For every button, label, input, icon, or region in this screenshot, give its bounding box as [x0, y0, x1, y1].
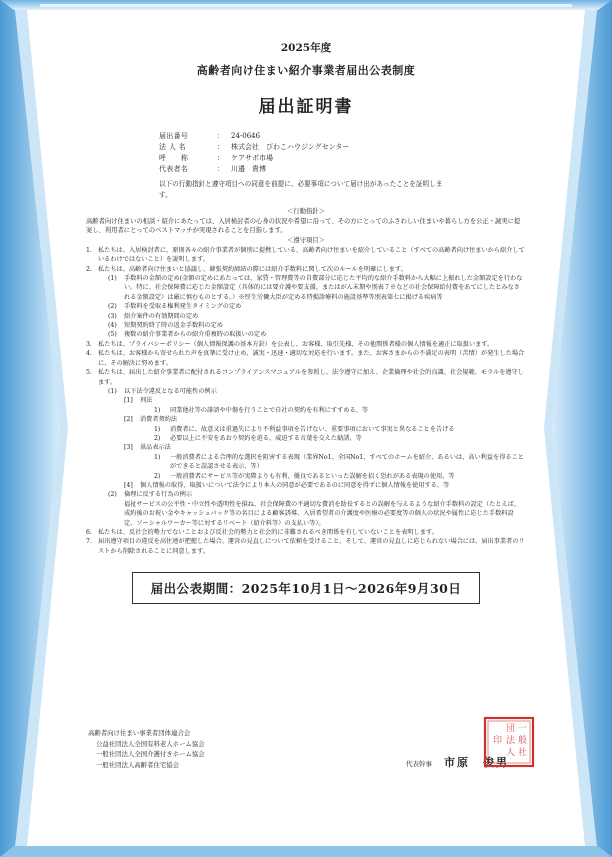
info-value: 株式会社 びわこハウジングセンター: [231, 143, 350, 151]
law-item: [124, 443, 526, 481]
rule-text: 私たちは、反社会的勢力でないことおよび反社会的勢力と社会的に非難されるべき関係を有していないことを表明します。: [98, 529, 438, 536]
sub-text: 手数料を受取る権利発生タイミングの定め: [124, 303, 242, 311]
org-name: 一般社団法人高齢者住宅協会: [96, 760, 180, 769]
sub-detail: 福祉サービスの公平性・中立性や透明性を損ね、社会保障費の不適切な費消を助長するとの誤解を与えるような紹介手数料の設定（たとえば、成約後のお祝い金やキャッシュバック等の名目による顧客誘導、入居希望者の介護度や医療の必要度等の個人の状況や属性に応じた手数料設定、ソーシャルワーカー等に対するリベート（紹介料等）の支払い等）。: [124, 500, 520, 527]
example-number: 2): [154, 472, 161, 480]
example-number: 1): [154, 406, 161, 414]
info-row-company: [159, 142, 526, 153]
publication-period: 届出公表期間：2025年10月1日～2026年9月30日: [132, 572, 480, 604]
organization-list: [88, 728, 205, 770]
example-item: [154, 425, 526, 434]
sub-item: [108, 274, 526, 302]
rule-number: 1.: [86, 246, 92, 254]
example-number: 1): [154, 453, 161, 461]
svg-text:社: 社: [518, 748, 528, 758]
rule-number: 6.: [86, 529, 92, 536]
org-name: 公益社団法人全国有料老人ホーム協会: [96, 739, 205, 748]
rule-item: [86, 368, 526, 528]
law-number: [2]: [124, 416, 133, 424]
svg-text:一: 一: [518, 724, 528, 734]
law-number: [3]: [124, 444, 133, 452]
rule-item: [86, 265, 526, 340]
law-item: [124, 415, 526, 443]
example-text: 一般消費者による合理的な選択を阻害する表現（業界No1、全国No1、すべてのホームを紹介、あるいは、高い利益を得ることができると誤認させる表示、等）: [170, 453, 524, 471]
sub-number: (4): [108, 322, 117, 330]
info-row-alias: [159, 153, 526, 164]
sub-item: [108, 312, 526, 321]
rule-text: 私たちは、高齢者向け住まいと協議し、韓張契約締結の際には紹介手数料に関して次のルールを明確にします。: [98, 265, 407, 273]
rule-number: 5.: [86, 369, 92, 377]
rule-text: 私たちは、届出した紹介事業者に配付されるコンプライアンスマニュアルを参照し、法令遵守に加え、企業倫理や社会的良識、社会規範、モラルを遵守します。: [98, 369, 524, 386]
example-text: 消費者に、故意又は重過失により不利益事項を告げない、重要事項において事実と異なることを告げる: [170, 425, 455, 433]
rule-item: [86, 246, 526, 265]
rule-number: 3.: [86, 340, 92, 348]
rule-number: 4.: [86, 350, 92, 358]
svg-text:法: 法: [506, 736, 516, 746]
example-text: 一般消費者にサービス等が実際よりも有利、優良であるといった誤解を招く恐れがある表現の使用、等: [170, 472, 455, 480]
sub-item: [108, 302, 526, 311]
registration-info: [159, 131, 526, 175]
sub-number: (1): [108, 387, 117, 395]
example-text: 必要以上に不安をあおり契約を迫る、威迫する言葉を交えた勧誘、等: [170, 434, 362, 442]
info-colon: ：: [217, 165, 224, 173]
sub-number: (2): [108, 303, 117, 311]
sub-item: [108, 490, 526, 528]
rule-item: [86, 537, 526, 556]
law-number: [4]: [124, 481, 133, 489]
sub-text: 手数料の金額の定め(金額の定めにあたっては、家賃・管理費等の自費部分に応じた平均的な紹介手数料から大幅に上振れした金額設定を行わない。特に、社会保障費に応じた金額設定（具体的には要介護や要支援、またはがん末期や別表７※などの社会保障給付費をあてにしたとみなされる金額設定）は厳に慎むものとする。）※厚生労働大臣が定める特掲診療料の施設基準等別表第七に掲げる疾病等: [124, 275, 523, 301]
sub-text: 以下法令違反となる可能性の例示: [124, 387, 217, 395]
org-name: 一般社団法人全国介護付きホーム協会: [96, 750, 205, 758]
sub-item: [108, 387, 526, 490]
info-label: 法 人 名: [159, 143, 186, 151]
fiscal-year: 2025年度: [280, 42, 332, 54]
info-value: ケアサポ市場: [231, 154, 273, 162]
rule-item: [86, 349, 526, 368]
info-row-number: [159, 131, 526, 142]
law-number: [1]: [124, 397, 133, 405]
svg-text:人: 人: [506, 748, 516, 758]
info-value: 24-0646: [231, 132, 261, 140]
rule-text: 私たちは、プライバシーポリシー（個人情報保護の基本方針）を公表し、お客様、取引先様、その他関係者様の個人情報を適正に取扱います。: [98, 340, 494, 348]
sub-number: (3): [108, 312, 117, 320]
svg-text:団: 団: [506, 724, 516, 734]
rule-text: 私たちは、お客様から寄せられた声を真摯に受け止め、誠実・迅速・適切な対応を行います。また、お客さまからの不満足の表明（苦情）が発生した場合に、その解決に努めます。: [98, 350, 525, 367]
intro-text: 以下の行動指針と遵守項目への同意を前提に、必要事項について届け出があったことを証明します。: [159, 180, 443, 199]
example-number: 2): [154, 434, 161, 442]
representative-name: 市原 俊男: [444, 756, 509, 769]
rules-heading: ＜遵守項目＞: [287, 236, 325, 244]
info-colon: ：: [217, 143, 224, 151]
example-number: 1): [154, 425, 161, 433]
info-colon: ：: [217, 154, 224, 162]
law-name: 景品表示法: [140, 444, 171, 452]
info-label: 呼 称: [159, 154, 189, 162]
page-title: 届出証明書: [258, 97, 354, 117]
rule-text: 私たちは、入居検討者に、原則各々の紹介事業者が個別に提携している、高齢者向け住まいを紹介していること（すべての高齢者向け住まいから紹介しているわけではないこと）を説明します。: [98, 246, 525, 264]
example-text: 同業他社等の誹謗や中傷を行うことで自社の契約を有利にすすめる、等: [170, 406, 369, 414]
law-item: [124, 481, 526, 490]
info-row-representative: [159, 164, 526, 175]
rules-list: [86, 246, 526, 556]
guide-text: 高齢者向け住まいの相談・紹介にあたっては、入居検討者の心身の状況や希望に沿って、その方にとってのふさわしい住まいや暮らし方を公正・誠実に提案し、利用者にとってのベストマッチが実現されることを目指します。: [86, 218, 521, 235]
rule-item: [86, 528, 526, 537]
svg-text:般: 般: [518, 736, 528, 746]
certificate-content: [86, 34, 526, 604]
org-name: 高齢者向け住まい事業者団体連合会: [88, 729, 191, 737]
law-name: 刑法: [140, 397, 153, 405]
sub-number: (1): [108, 275, 117, 283]
example-item: [154, 434, 526, 443]
rule-text: 届出遵守項目の違反を高住連が把握した場合、運営の見直しについて依頼を受けること、そして、運営の見直しに応じられない場合には、届出事業者のリストから削除されることに同意します。: [98, 538, 525, 555]
example-item: [154, 472, 526, 481]
info-label: 代表者名: [159, 165, 189, 173]
guide-heading: ＜行動指針＞: [287, 208, 325, 215]
law-text: 個人情報の取得、取扱いについて法令により本人の同意が必要であるのに同意を得ずに個人情報を使用する、等: [140, 481, 450, 489]
law-name: 消費者契約法: [140, 416, 178, 424]
sub-number: (5): [108, 331, 117, 339]
info-value: 川邉 貴博: [231, 165, 266, 173]
sub-number: (2): [108, 491, 117, 499]
sub-text: 紹介案件の有効期間の定め: [124, 312, 199, 320]
sub-item: [108, 330, 526, 339]
svg-text:印: 印: [493, 736, 503, 746]
system-name: 高齢者向け住まい紹介事業者届出公表制度: [196, 64, 416, 77]
rule-number: 7.: [86, 538, 92, 546]
info-label: 届出番号: [159, 132, 189, 140]
info-colon: ：: [217, 132, 224, 140]
sub-text: 倫理に反する行為の例示: [124, 491, 193, 499]
law-item: [124, 396, 526, 415]
representative-label: 代表幹事: [406, 760, 432, 768]
sub-text: 複数の紹介事業者からの紹介重複時の取扱いの定め: [124, 331, 267, 339]
example-item: [154, 406, 526, 415]
rule-item: [86, 340, 526, 349]
rule-number: 2.: [86, 265, 92, 273]
example-item: [154, 453, 526, 472]
sub-text: 短期契約終了時の返金手数料の定め: [124, 322, 223, 330]
sub-item: [108, 321, 526, 330]
official-seal-icon: [483, 716, 535, 768]
